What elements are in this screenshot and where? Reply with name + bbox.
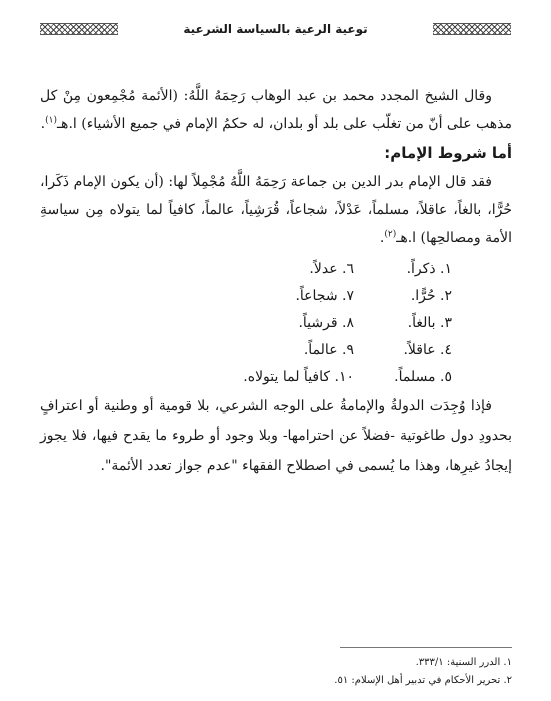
conditions-list: [40, 256, 452, 391]
running-title: توعية الرعية بالسياسة الشرعية: [183, 22, 368, 36]
condition-item: ٥. مسلماً.: [394, 369, 452, 385]
header-ornament-left: [40, 23, 118, 35]
paragraph-end: .: [379, 230, 385, 246]
condition-item: ٩. عالماً.: [303, 342, 354, 358]
condition-item: ٨. قرشياً.: [298, 315, 354, 331]
header-ornament-right: [433, 23, 511, 35]
condition-item: ٣. بالغاً.: [407, 315, 452, 331]
conditions-row: [40, 364, 452, 391]
page-body: [40, 82, 512, 481]
footnote-ref-1: (١): [45, 115, 57, 126]
condition-item: ٢. حُرًّا.: [410, 288, 452, 304]
conditions-row: [40, 310, 452, 337]
paragraph-end: .: [40, 116, 46, 132]
conditions-row: [40, 256, 452, 283]
conditions-row: [40, 283, 452, 310]
page-header: [40, 16, 511, 42]
paragraph-text: فقد قال الإمام بدر الدين بن جماعة رَحِمَهُ اللَّهُ مُجْمِلاً لها: (أن يكون الإمام ذَكَرا، حُرًّا، بالغاً، عاقلاً، مسلماً، عَدْلاً، شجاعاً، قُرَشِياً، عالماً، كافياً لما يتولاه مِن سياسةِ الأمة ومصالحِها) ا.هـ: [40, 174, 512, 246]
footnote-1: ١. الدرر السنية: ٣٣٣/١.: [415, 657, 512, 668]
conditions-row: [40, 337, 452, 364]
footnotes: [40, 654, 512, 690]
paragraph-ibn-jamaa-quote: [40, 168, 512, 252]
footnote-ref-2: (٢): [384, 229, 397, 240]
condition-item: ١. ذكراً.: [406, 261, 452, 277]
footnote-separator: [340, 647, 512, 648]
paragraph-ibn-abdulwahhab-quote: [40, 82, 512, 138]
paragraph-text: وقال الشيخ المجدد محمد بن عبد الوهاب رَحِمَهُ اللَّهُ: (الأئمة مُجْمِعون مِنْ كل مذهب على أنّ من تغلّب على بلد أو بلدان، له حكمُ الإمام في جميع الأشياء) ا.هـ: [40, 88, 512, 132]
condition-item: ٤. عاقلاً.: [403, 342, 452, 358]
footnote-2: ٢. تحرير الأحكام في تدبير أهل الإسلام: ٥١.: [334, 675, 512, 686]
condition-item: ١٠. كافياً لما يتولاه.: [243, 369, 354, 385]
paragraph-single-state: فإذا وُجِدَت الدولةُ والإمامةُ على الوجه الشرعي، بلا قومية أو وطنية أو اعترافٍ بحدودِ دول طاغوتية -فضلاً عن احترامها- وبلا وجود أو طروء ما يقدح فيها، فلا يجوز إيجادُ غيرِها، وهذا ما يُسمى في اصطلاح الفقهاء "عدم جواز تعدد الأئمة".: [40, 398, 512, 474]
condition-item: ٦. عدلاً.: [309, 261, 354, 277]
condition-item: ٧. شجاعاً.: [295, 288, 354, 304]
section-heading: أما شروط الإمام:: [384, 144, 512, 162]
